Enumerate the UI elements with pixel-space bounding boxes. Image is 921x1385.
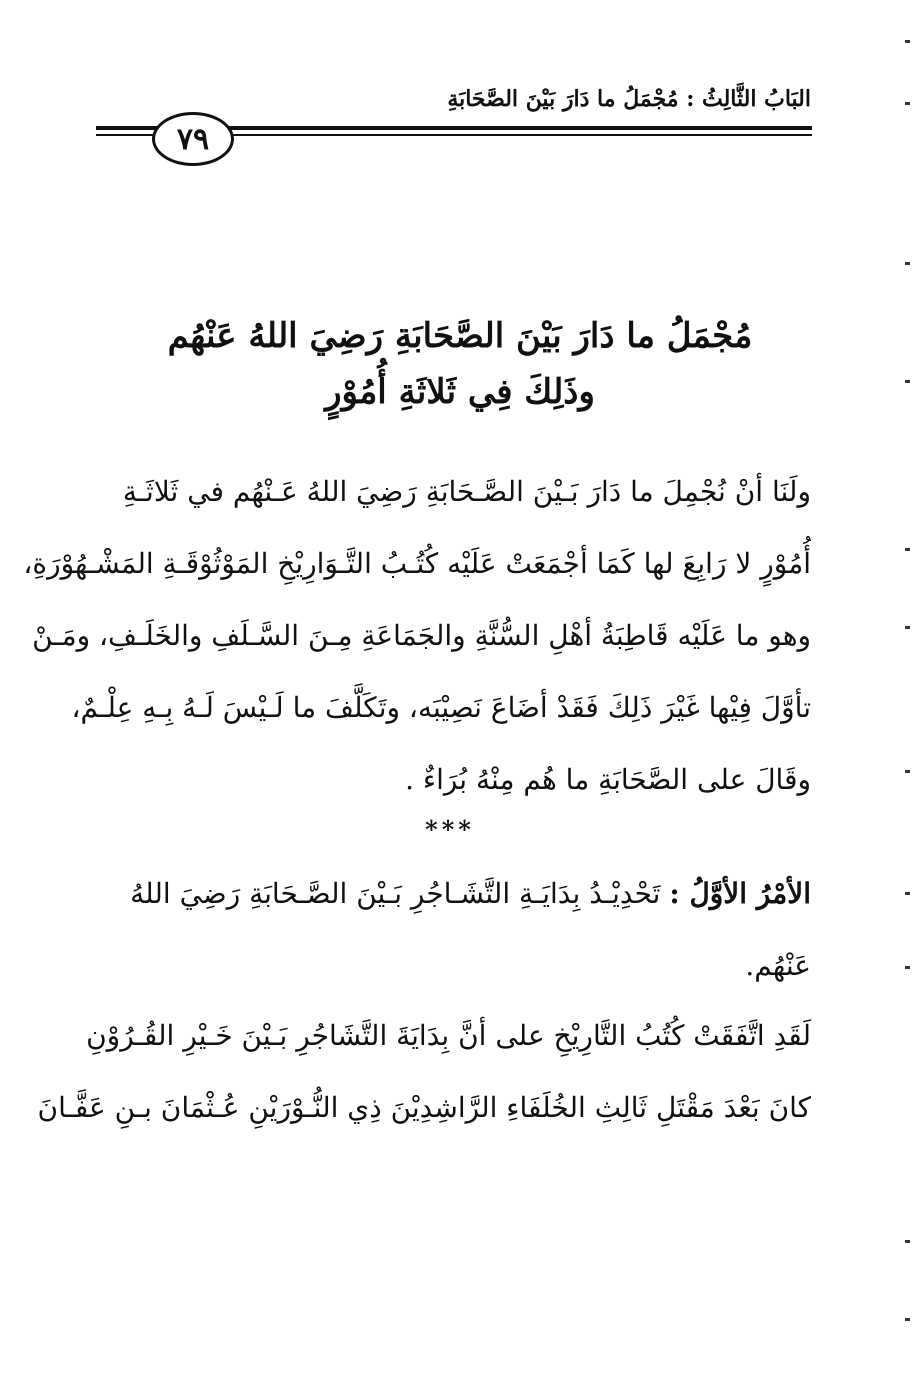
paragraph-line: ولَنَا أنْ نُجْمِلَ ما دَارَ بَـيْنَ الصَّـحَابَةِ رَضِيَ اللهُ عَـنْهُم في ثَلاثَـةِ xyxy=(122,475,811,508)
running-header-title: البَابُ الثَّالِثُ : مُجْمَلُ ما دَارَ بَيْنَ الصَّحَابَةِ xyxy=(447,86,811,112)
margin-mark xyxy=(905,892,910,895)
first-matter-text: تَحْدِيْـدُ بِدَايَـةِ التَّشَـاجُرِ بَـيْنَ الصَّـحَابَةِ رَضِيَ اللهُ xyxy=(130,877,670,910)
paragraph-line: أُمُوْرٍ لا رَابِعَ لها كَمَا أجْمَعَتْ عَلَيْه كُتُـبُ التَّـوَارِيْخِ المَوْثُوْقَـةِ المَشْـهُوْرَةِ، xyxy=(23,547,811,580)
paragraph-line xyxy=(111,858,811,930)
margin-mark xyxy=(905,262,910,265)
paragraph-line: كانَ بَعْدَ مَقْتَلِ ثَالِثِ الخُلَفَاءِ الرَّاشِدِيْنَ ذِي النُّـوْرَيْنِ عُـثْمَانَ بـنِ عَفَّـانَ xyxy=(37,1091,811,1124)
paragraph-first-matter xyxy=(111,858,811,1002)
margin-mark xyxy=(905,770,910,773)
paragraph-line: عَنْهُم. xyxy=(745,949,811,982)
first-matter-heading: الأمْرُ الأوَّلُ : xyxy=(669,877,811,910)
margin-mark xyxy=(905,626,910,629)
chapter-title-line-2: وذَلِكَ فِي ثَلاثَةِ أُمُوْرٍ xyxy=(325,372,595,412)
margin-mark xyxy=(905,102,910,105)
chapter-title xyxy=(120,308,800,420)
page-number: ٧٩ xyxy=(152,112,234,166)
paragraph-line: وقَالَ على الصَّحَابَةِ ما هُم مِنْهُ بُرَاءٌ . xyxy=(405,763,811,796)
paragraph-history xyxy=(37,1000,811,1144)
margin-mark xyxy=(905,1318,910,1321)
paragraph-line: لَقَدِ اتَّفَقَتْ كُتُبُ التَّارِيْخِ على أنَّ بِدَايَةَ التَّشَاجُرِ بَـيْنَ خَـيْرِ القُـرُوْنِ xyxy=(86,1019,811,1052)
margin-mark xyxy=(905,40,910,43)
margin-mark xyxy=(905,1240,910,1243)
paragraph-intro xyxy=(23,456,811,816)
margin-mark xyxy=(905,548,910,551)
margin-mark xyxy=(905,966,910,969)
paragraph-line: وهو ما عَلَيْه قَاطِبَةُ أهْلِ السُّنَّةِ والجَمَاعَةِ مِـنَ السَّـلَفِ والخَلَـفِ، ومَـنْ xyxy=(32,619,811,652)
chapter-title-line-1: مُجْمَلُ ما دَارَ بَيْنَ الصَّحَابَةِ رَضِيَ اللهُ عَنْهُم xyxy=(167,316,753,356)
section-separator: *** xyxy=(425,815,475,844)
paragraph-line: تأوَّلَ فِيْها غَيْرَ ذَلِكَ فَقَدْ أضَاعَ نَصِيْبَه، وتَكَلَّفَ ما لَـيْسَ لَـهُ بِـهِ عِلْـمٌ، xyxy=(71,691,811,724)
margin-mark xyxy=(905,380,910,383)
